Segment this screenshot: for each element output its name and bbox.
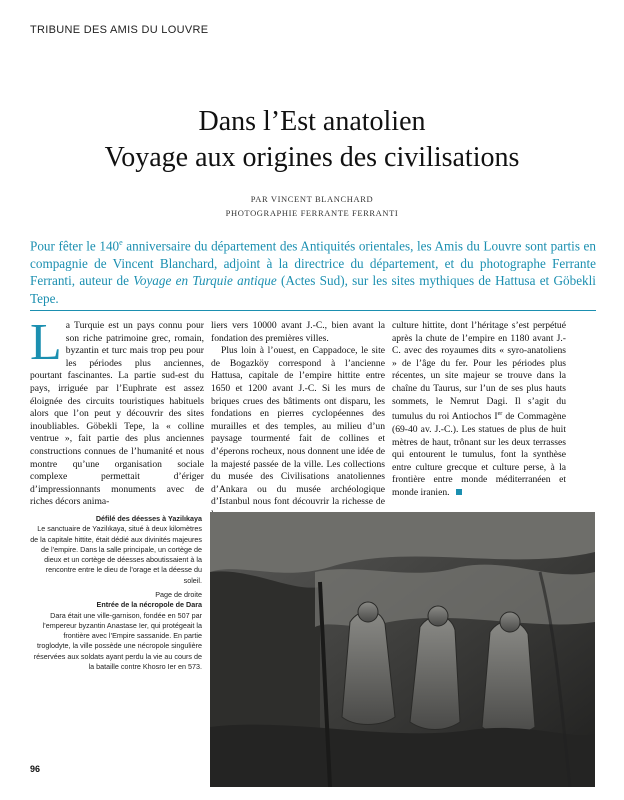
intro-paragraph: [30, 234, 596, 307]
intro-superscript: e: [119, 238, 123, 247]
caption-1-text: Le sanctuaire de Yazilıkaya, situé à deux kilomètres de la capitale hittite, était dédié aux divinités majeures de l’empire. Dans la salle principale, un cortège de dieux et un cortège de déesses aboutissaient à la rencontre entre le dieu de l’orage et la déesse du soleil.: [30, 524, 202, 585]
body-column-3: [392, 320, 566, 500]
intro-book-title: Voyage en Turquie antique: [133, 273, 277, 289]
page-number: 96: [30, 764, 41, 774]
column-2-paragraph-1: liers vers 10000 avant J.-C., bien avant la fondation des premières villes.: [211, 320, 385, 344]
column-3-superscript: er: [497, 411, 503, 418]
caption-yazilikaya: [30, 514, 202, 586]
caption-2-kicker: Page de droite: [155, 590, 202, 599]
intro-text-b: anniversaire du département des Antiquités orientales, les Amis du Louvre sont partis en compagnie de Vincent Blanchard, adjoint à la directrice du département, et du photographe Ferrante Ferranti, auteur de: [30, 238, 596, 289]
byline-author: PAR VINCENT BLANCHARD: [250, 194, 374, 204]
intro-text-a: Pour fêter le 140: [30, 238, 120, 254]
photo-yazilikaya-relief: [210, 512, 595, 787]
caption-2-title: Entrée de la nécropole de Dara: [96, 600, 202, 610]
column-3-text-b: de Commagène (69-40 av. J.-C.). Les statues de plus de huit mètres de haut, trônant sur les deux terrasses qui entourent le tumulus, font la synthèse entre culture grecque et culture perse, à la frontière entre monde méditerranéen et monde iranien.: [392, 411, 566, 498]
caption-1-title: Défilé des déesses à Yazilıkaya: [95, 514, 202, 523]
caption-2-text: Dara était une ville-garnison, fondée en 507 par l’empereur byzantin Anastase Ier, qui protégeait la frontière avec l’Empire sassanide. En partie troglodyte, la ville possède une nécropole singulière réservées aux soldats ayant perdu la vie au cours de la bataille contre Khosro Ier en 573.: [33, 610, 202, 672]
body-column-1: [30, 314, 204, 509]
article-title-line-2: Voyage aux origines des civilisations: [104, 142, 520, 173]
body-column-2: [211, 320, 385, 522]
caption-dara: [30, 590, 202, 672]
intro-text-c: (Actes Sud), sur les sites mythiques de Hattusa et Göbekli Tepe.: [30, 273, 596, 306]
article-title-line-1: Dans l’Est anatolien: [198, 106, 426, 137]
intro-divider: [30, 310, 596, 311]
byline-photographer: PHOTOGRAPHIE FERRANTE FERRANTI: [225, 208, 399, 218]
end-of-article-mark: [456, 489, 462, 495]
drop-cap: L: [30, 314, 62, 371]
column-1-text: a Turquie est un pays connu pour son riche patrimoine grec, romain, byzantin et turc mais trop peu pour les périodes plus anciennes, pourtant fascinantes. La partie sud-est du pays, irriguée par l’Euphrate est assez éloignée des circuits touristiques habituels alors que l’on peut y découvrir des sites inoubliables. Göbekli Tepe, la « colline ventrue », fait partie des plus anciennes constructions connues de l’humanité et nous montre qu’une organisation sociale complexe permettait d’ériger d’impressionnants monuments avec de riches décors anima-: [30, 320, 204, 508]
section-header: TRIBUNE DES AMIS DU LOUVRE: [30, 24, 209, 36]
column-2-paragraph-2: Plus loin à l’ouest, en Cappadoce, le site de Bogazköy correspond à l’ancienne Hattusa, capitale de l’empire hittite entre 1650 et 1200 avant J.-C. Si les murs de briques crues des bâtiments ont disparu, les fondations en pierres cyclopéennes des murailles et des temples, au milieu d’un paysage tourmenté fait de collines et d’éperons rocheux, nous donnent une idée de la majesté passée de la ville. Les collections du musée des Civilisations anatoliennes d’Ankara ou du musée archéologique d’Istanbul nous font découvrir la richesse de: [211, 345, 385, 508]
column-3-text-a: culture hittite, dont l’héritage s’est perpétué après la chute de l’empire en 1180 avant J.-C. avec des royaumes dits « syro-anatoliens » de l’âge du fer. Pour les périodes plus récentes, un site majeur se trouve dans la chaîne du Taurus, sur l’un de ses plus hauts sommets, le Nemrut Dagi. Il s’agit du tumulus du roi Antiochos I: [392, 320, 566, 423]
